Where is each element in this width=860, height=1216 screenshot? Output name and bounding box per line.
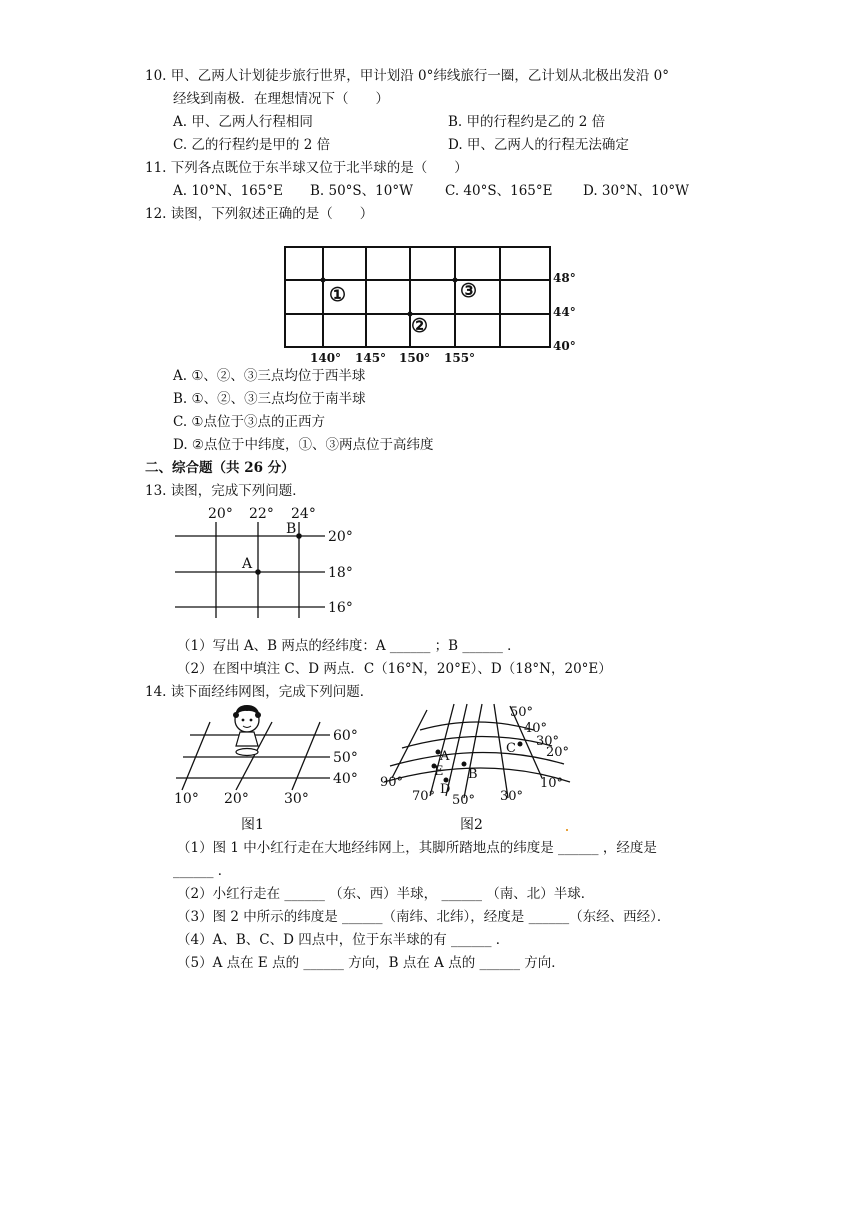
q13-sub1: （1）写出 A、B 两点的经纬度：A ______ ；B ______ ．	[177, 638, 521, 654]
q12-option-d: D. ②点位于中纬度，①、③两点位于高纬度	[173, 437, 434, 453]
q13-lat-label-18: 18°	[328, 565, 353, 581]
q14-fig2-lat-20: 20°	[546, 745, 570, 760]
q14-figure2	[372, 700, 592, 810]
q13-lon-label-22: 22°	[249, 506, 274, 522]
q10-option-b: B. 甲的行程约是乙的 2 倍	[448, 114, 606, 130]
q12-lon-label-155: 155°	[444, 351, 476, 365]
q13-sub2: （2）在图中填注 C、D 两点．C（16°N，20°E）、D（18°N，20°E）	[177, 661, 612, 677]
q12-lon-label-140: 140°	[310, 351, 342, 365]
q13-stem: 13. 读图，完成下列问题．	[145, 483, 306, 499]
q14-figure2-caption: 图2	[460, 817, 483, 833]
section2-heading: 二、综合题（共 26 分）	[145, 460, 295, 476]
q13-lon-label-24: 24°	[291, 506, 316, 522]
q14-fig1-lat-60: 60°	[333, 728, 358, 744]
q14-fig2-lon-90: 90°	[380, 775, 404, 790]
q11-option-d: D. 30°N、10°W	[583, 183, 689, 199]
q14-fig2-point-b-dot	[462, 762, 467, 767]
q12-lat-label-48: 48°	[553, 271, 576, 285]
q14-sub1-line2: ______ ．	[173, 863, 232, 879]
q10-option-d: D. 甲、乙两人的行程无法确定	[448, 137, 629, 153]
q14-fig2-lat-30: 30°	[536, 734, 560, 749]
q14-sub5: （5）A 点在 E 点的 ______ 方向，B 点在 A 点的 ______ 方向．	[177, 955, 565, 971]
q12-lat-label-44: 44°	[553, 305, 576, 319]
q10-stem-line1: 10. 甲、乙两人计划徒步旅行世界，甲计划沿 0°纬线旅行一圈，乙计划从北极出发沿 0°	[145, 68, 670, 84]
q12-grid-figure	[280, 240, 590, 368]
q14-fig2-point-b-label: B	[468, 767, 478, 782]
q11-option-a: A. 10°N、165°E	[173, 183, 283, 199]
q11-option-c: C. 40°S、165°E	[445, 183, 553, 199]
q10-option-c: C. 乙的行程约是甲的 2 倍	[173, 137, 331, 153]
q14-figure1	[170, 700, 370, 808]
q14-fig1-lon-10: 10°	[174, 791, 199, 807]
q10-stem-line2: 经线到南极．在理想情况下（ ）	[173, 91, 389, 107]
q14-fig2-lat-40: 40°	[524, 721, 548, 736]
q14-figure1-caption: 图1	[241, 817, 264, 833]
q14-fig1-lat-40: 40°	[333, 771, 358, 787]
q13-point-a-label: A	[242, 556, 253, 572]
q12-option-b: B. ①、②、③三点均位于南半球	[173, 391, 366, 407]
girl-icon	[233, 705, 261, 756]
q14-sub4: （4）A、B、C、D 四点中，位于东半球的有 ______ ．	[177, 932, 510, 948]
q14-fig2-lon-70: 70°	[412, 789, 436, 804]
q14-fig2-point-c-dot	[518, 742, 523, 747]
q13-point-a-dot	[255, 569, 261, 575]
q14-fig1-lat-50: 50°	[333, 750, 358, 766]
q12-option-a: A. ①、②、③三点均位于西半球	[173, 368, 366, 384]
q14-fig1-lon-20: 20°	[224, 791, 249, 807]
q12-lon-label-150: 150°	[399, 351, 431, 365]
q13-point-b-dot	[296, 533, 302, 539]
q11-option-b: B. 50°S、10°W	[310, 183, 413, 199]
q14-fig2-point-d-label: D	[440, 782, 451, 797]
q12-point-3-dot	[453, 278, 458, 283]
q14-fig2-lat-10: 10°	[540, 776, 564, 791]
q12-point-1-label: ①	[329, 284, 347, 306]
q14-fig1-lon-30: 30°	[284, 791, 309, 807]
q12-point-2-label: ②	[411, 315, 429, 337]
q14-fig2-lat-50: 50°	[510, 705, 534, 720]
q12-stem: 12. 读图，下列叙述正确的是（ ）	[145, 206, 374, 222]
q13-lat-label-16: 16°	[328, 600, 353, 616]
q12-point-1-dot	[321, 278, 326, 283]
q14-fig2-point-c-label: C	[506, 741, 516, 756]
q13-lon-label-20: 20°	[208, 506, 233, 522]
q13-point-b-label: B	[286, 521, 297, 537]
q14-fig2-lon-50: 50°	[452, 793, 476, 808]
q12-lon-label-145: 145°	[355, 351, 387, 365]
q14-sub3: （3）图 2 中所示的纬度是 ______（南纬、北纬），经度是 ______（东经、西经）．	[177, 909, 671, 925]
q14-fig2-point-a-label: A	[440, 749, 450, 764]
stray-dot	[566, 829, 568, 831]
q12-option-c: C. ①点位于③点的正西方	[173, 414, 326, 430]
q10-option-a: A. 甲、乙两人行程相同	[173, 114, 313, 130]
q14-fig2-lon-30: 30°	[500, 789, 524, 804]
q12-point-3-label: ③	[460, 280, 478, 302]
q13-lat-label-20: 20°	[328, 529, 353, 545]
q13-grid-figure	[170, 500, 360, 618]
q14-sub2: （2）小红行走在 ______ （东、西）半球， ______ （南、北）半球．	[177, 886, 595, 902]
q12-lat-label-40: 40°	[553, 339, 576, 353]
q14-sub1-line1: （1）图 1 中小红行走在大地经纬网上，其脚所踏地点的纬度是 ______ ，经度是	[177, 840, 657, 856]
q14-fig2-point-e-label: E	[434, 764, 444, 779]
q14-stem: 14. 读下面经纬网图，完成下列问题．	[145, 684, 374, 700]
q11-stem: 11. 下列各点既位于东半球又位于北半球的是（ ）	[145, 160, 468, 176]
